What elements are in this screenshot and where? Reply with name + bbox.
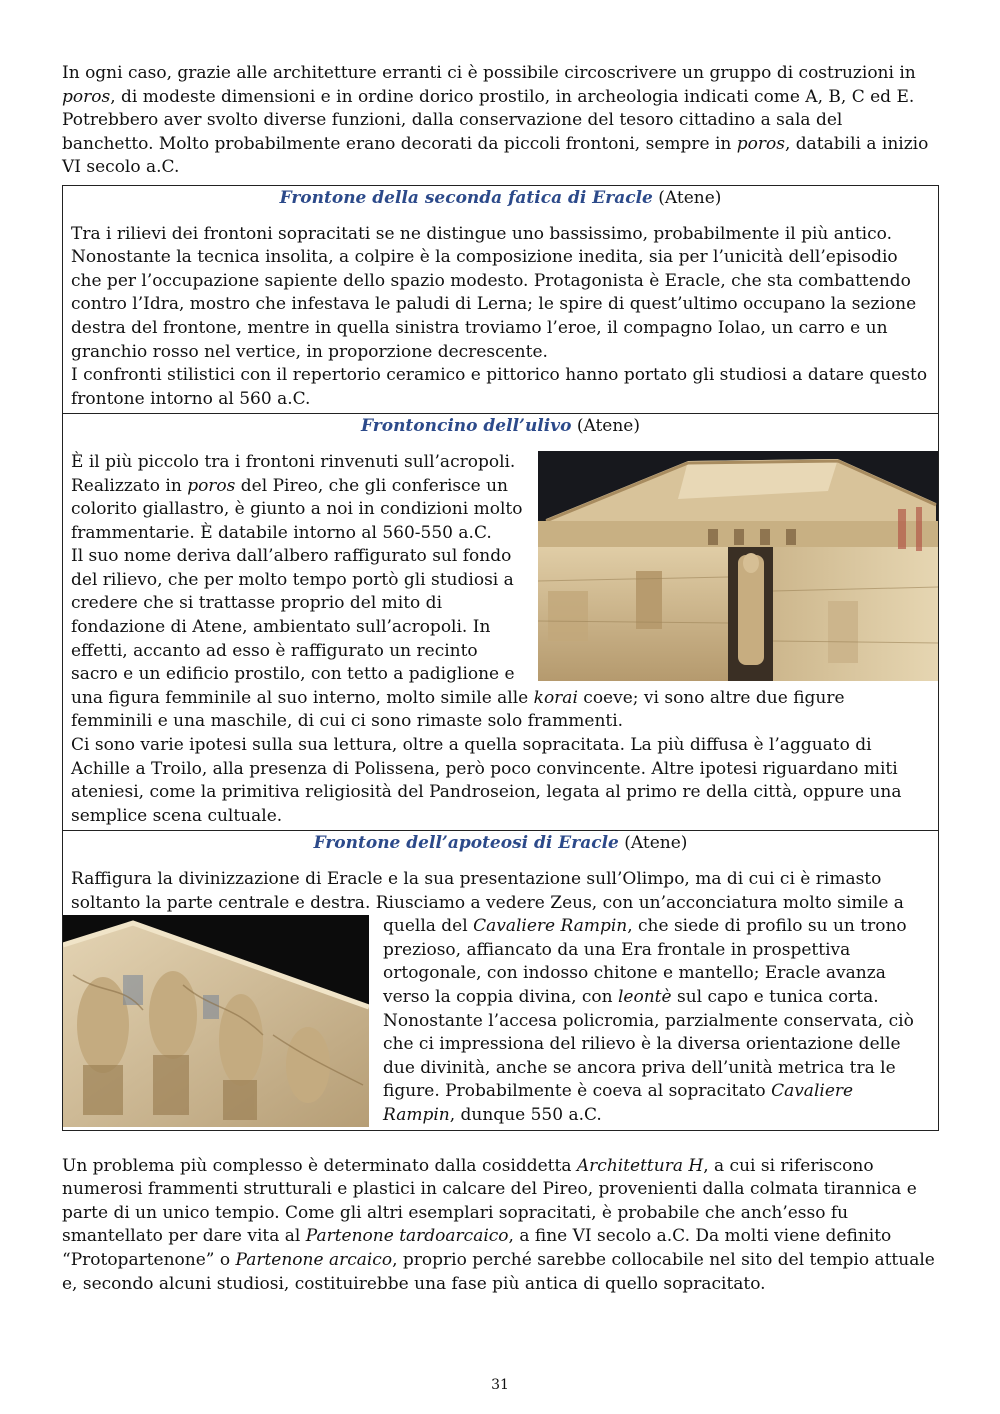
section-text: Il suo nome deriva dall’albero raffigurato sul fondo del rilievo, che per molto tempo portò gli studiosi a credere che si trattasse proprio del mito di fondazione di Atene, ambientato sull’acropoli. In effetti, accanto ad esso è raffigurato un recinto sacro e un edificio prostilo, con tetto a padiglione e una figura femminile al suo interno, molto simile alle: [71, 546, 534, 708]
olive-pediment-photo: [538, 451, 938, 681]
section-italic: korai: [533, 687, 578, 708]
section-text: Nonostante l’accesa policromia, parzialmente conservata, ciò che ci impressiona del rilievo è la diversa orientazione delle due divinità, anche se ancora priva dell’unità metrica tra le figure. Probabilmente è coeva al sopracitato: [383, 1010, 914, 1102]
apotheosis-relief-photo: [63, 915, 369, 1127]
section-title: [71, 415, 930, 439]
section-text: , dunque 550 a.C.: [449, 1104, 602, 1125]
section-hydra-pediment: [63, 187, 938, 413]
closing-text: , a fine VI secolo a.C. Da molti viene definito “Protopartenone” o: [62, 1226, 892, 1270]
intro-italic: poros: [62, 86, 111, 107]
page-content: [62, 62, 939, 1296]
section-italic: Cavaliere Rampin: [383, 1081, 854, 1125]
intro-text: , di modeste dimensioni e in ordine dorico prostilo, in archeologia indicati come A, B, C ed E. Potrebbero aver svolto diverse funzioni, dalla conservazione del tesoro cittadino a sala del banchetto. Molto probabilmente erano decorati da piccoli frontoni, sempre in: [62, 86, 915, 154]
section-title-name: Frontone della seconda fatica di Eracle: [279, 187, 653, 208]
closing-italic: Partenone tardoarcaico: [305, 1226, 509, 1247]
section-apotheosis-pediment: [63, 830, 938, 1129]
section-text: del Pireo, che gli conferisce un colorito giallastro, è giunto a noi in condizioni molto frammentarie. È databile intorno al 560-550 a.C.: [71, 475, 523, 543]
closing-paragraph: [62, 1155, 939, 1297]
section-italic: leontè: [618, 986, 672, 1007]
page-number: 31: [491, 1377, 509, 1393]
olive-pediment-photo-drawing: [538, 451, 938, 681]
intro-text: , databili a inizio VI secolo a.C.: [62, 133, 929, 178]
closing-text: Un problema più complesso è determinato dalla cosiddetta: [62, 1155, 577, 1176]
section-paragraph: Ci sono varie ipotesi sulla sua lettura, oltre a quella sopracitata. La più diffusa è l’agguato di Achille a Troilo, alla presenza di Polissena, però poco convincente. Altre ipotesi riguardano miti ateniesi, come la primitiva religiosità del Pandroseion, legata al primo re della città, oppure una semplice scena cultuale.: [71, 735, 902, 826]
intro-paragraph: [62, 62, 939, 180]
intro-italic: poros: [736, 133, 785, 154]
section-italic: poros: [187, 475, 236, 496]
section-text: coeve; vi sono altre due figure femminili e una maschile, di cui ci sono rimaste solo frammenti.: [71, 687, 845, 732]
apotheosis-relief-photo-drawing: [63, 915, 369, 1127]
section-title-location: (Atene): [618, 833, 688, 854]
closing-text: , proprio perché sarebbe collocabile nel sito del tempio attuale e, secondo alcuni studiosi, costituirebbe una fase più antica di quello sopracitato.: [62, 1249, 935, 1294]
closing-italic: Partenone arcaico: [235, 1249, 393, 1270]
pediments-table: [62, 185, 939, 1131]
section-title-name: Frontone dell’apoteosi di Eracle: [313, 833, 619, 854]
section-paragraph: I confronti stilistici con il repertorio ceramico e pittorico hanno portato gli studiosi a datare questo frontone intorno al 560 a.C.: [71, 365, 928, 409]
section-title-location: (Atene): [652, 187, 722, 208]
section-olive-pediment: [63, 413, 938, 830]
section-title-location: (Atene): [571, 416, 640, 437]
section-title-name: Frontoncino dell’ulivo: [361, 416, 572, 437]
section-italic: Cavaliere Rampin: [473, 916, 628, 937]
intro-text: In ogni caso, grazie alle architetture erranti ci è possibile circoscrivere un gruppo di costruzioni in: [62, 63, 916, 83]
section-paragraph: Tra i rilievi dei frontoni sopracitati se ne distingue uno bassissimo, probabilmente il più antico. Nonostante la tecnica insolita, a colpire è la composizione inedita, sia per l’unicità dell’episodio che per l’occupazione sapiente dello spazio modesto. Protagonista è Eracle, che sta combattendo contro l’Idra, mostro che infestava le paludi di Lerna; le spire di quest’ultimo occupano la sezione destra del frontone, mentre in quella sinistra troviamo l’eroe, il compagno Iolao, un carro e un granchio rosso nel vertice, in proporzione decrescente.: [71, 223, 917, 362]
section-paragraph: Raffigura la divinizzazione di Eracle e la sua presentazione sull’Olimpo, ma di cui ci è rimasto soltanto la parte centrale e destra. Riusciamo a vedere Zeus, con un’acconciatura molto simile a: [71, 869, 904, 913]
section-title: [71, 187, 930, 211]
closing-text: , a cui si riferiscono numerosi frammenti strutturali e plastici in calcare del Pireo, provenienti dalla colmata tirannica e parte di un unico tempio. Come gli altri esemplari sopracitati, è probabile che anch’esso fu smantellato per dare vita al: [62, 1155, 917, 1247]
section-text: È il più piccolo tra i frontoni rinvenuti sull’acropoli. Realizzato in: [71, 451, 516, 496]
section-text: sul capo e tunica corta.: [671, 986, 879, 1007]
section-text: quella del: [383, 916, 474, 937]
closing-italic: Architettura H: [576, 1155, 704, 1176]
section-text: , che siede di profilo su un trono prezioso, affiancato da una Era frontale in prospettiva ortogonale, con indosso chitone e mantello; Eracle avanza verso la coppia divina, con: [383, 916, 907, 1007]
section-title: [71, 832, 930, 856]
